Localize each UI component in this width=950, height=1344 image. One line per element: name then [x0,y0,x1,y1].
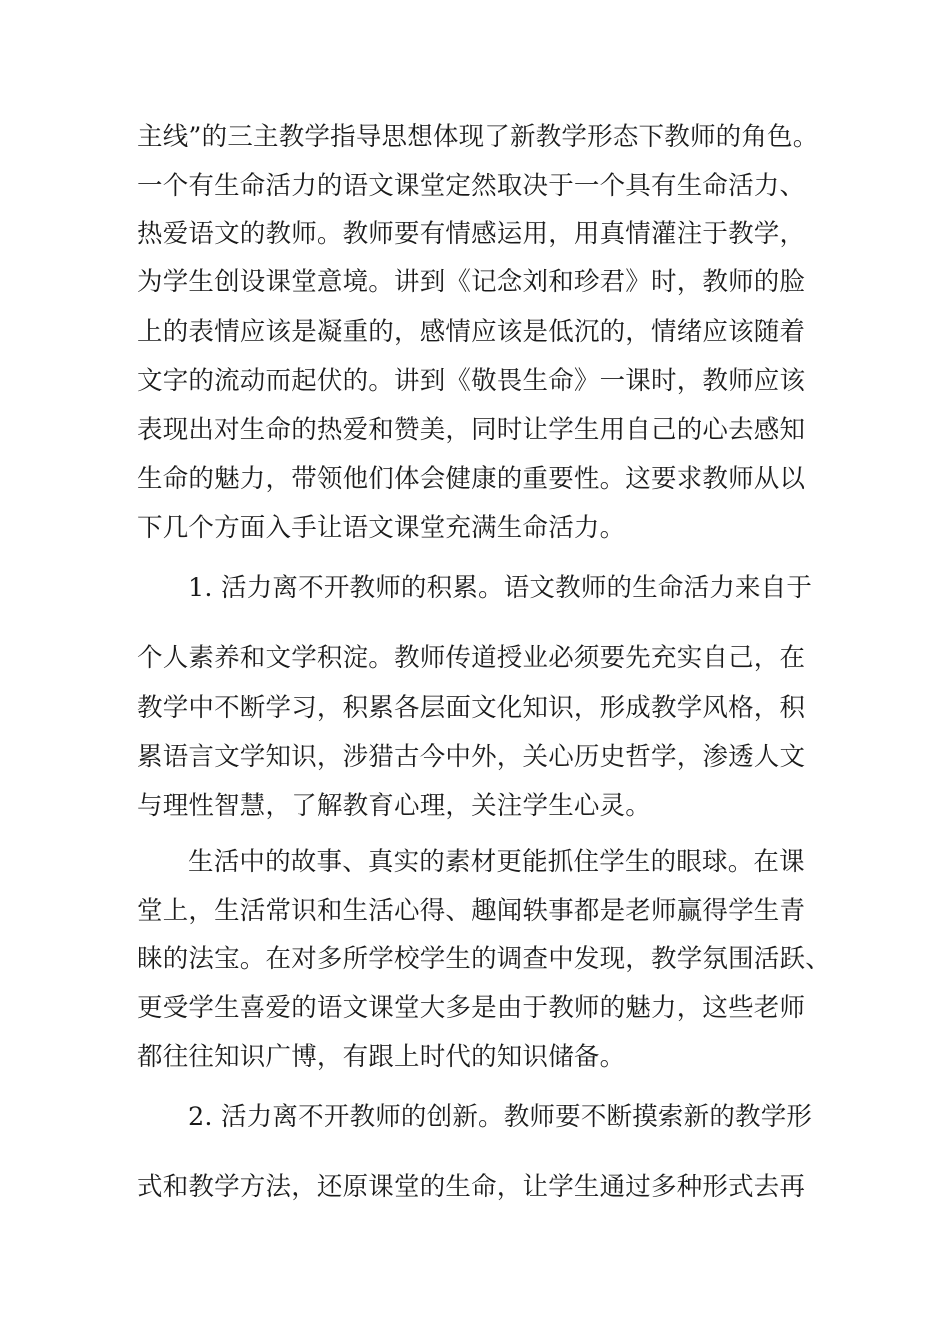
text-line-9: 下几个方面入手让语文课堂充满生命活力。 [137,513,626,543]
text-line-17: 睐的法宝。在对多所学校学生的调查中发现，教学氛围活跃、 [137,944,831,974]
text-line-1: 主线”的三主教学指导思想体现了新教学形态下教师的角色。 [137,122,819,152]
text-line-19: 都往往知识广博，有跟上时代的知识储备。 [137,1042,626,1072]
text-line-6: 文字的流动而起伏的。讲到《敬畏生命》一课时，教师应该 [137,366,806,396]
text-line-2: 一个有生命活力的语文课堂定然取决于一个具有生命活力、 [137,171,806,201]
text-line-14: 与理性智慧，了解教育心理，关注学生心灵。 [137,791,652,821]
text-line-3: 热爱语文的教师。教师要有情感运用，用真情灌注于教学， [137,219,806,249]
text-line-7: 表现出对生命的热爱和赞美，同时让学生用自己的心去感知 [137,415,806,445]
paragraph-start: 生活中的故事、真实的素材更能抓住学生的眼球。在课 [188,847,805,877]
text-line-11: 个人素养和文学积淀。教师传道授业必须要先充实自己，在 [137,643,806,673]
text-line-5: 上的表情应该是凝重的，感情应该是低沉的，情绪应该随着 [137,317,806,347]
numbered-item-2: 2. 活力离不开教师的创新。教师要不断摸索新的教学形 [188,1102,813,1132]
text-line-8: 生命的魅力，带领他们体会健康的重要性。这要求教师从以 [137,464,806,494]
text-line-4: 为学生创设课堂意境。讲到《记念刘和珍君》时，教师的脸 [137,267,806,297]
text-line-18: 更受学生喜爱的语文课堂大多是由于教师的魅力，这些老师 [137,993,806,1023]
text-line-12: 教学中不断学习，积累各层面文化知识，形成教学风格，积 [137,693,806,723]
numbered-item-1: 1. 活力离不开教师的积累。语文教师的生命活力来自于 [188,573,813,603]
text-line-16: 堂上，生活常识和生活心得、趣闻轶事都是老师赢得学生青 [137,896,806,926]
text-line-21: 式和教学方法，还原课堂的生命，让学生通过多种形式去再 [137,1172,806,1202]
text-line-13: 累语言文学知识，涉猎古今中外，关心历史哲学，渗透人文 [137,742,806,772]
